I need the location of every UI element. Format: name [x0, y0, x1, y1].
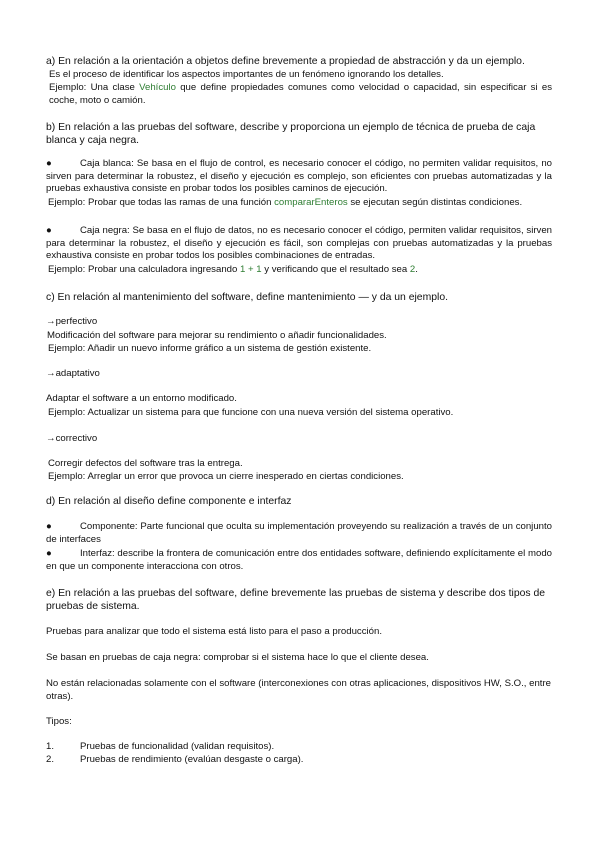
- e-tipos-heading: Tipos:: [46, 716, 72, 727]
- title-perfectivo: →perfectivo: [46, 316, 98, 327]
- label-componente: Componente:: [80, 521, 138, 532]
- code-vehiculo: Vehículo: [139, 82, 176, 93]
- bullet-black-box: ● Caja negra: Se basa en el flujo de datos, no es necesario conocer el código, permiten validar requisitos, sirven para determinar la robustez, el diseño y ejecución es fácil, son complejas con pruebas automatizadas y la pruebas exhaustiva consiste en probar todos los posibles combinaciones de entradas.: [46, 225, 552, 262]
- question-d: d) En relación al diseño define componente e interfaz: [46, 496, 292, 507]
- bullet-icon: ●: [46, 548, 52, 559]
- example-black-box: Ejemplo: Probar una calculadora ingresando 1 + 1 y verificando que el resultado sea 2.: [48, 264, 418, 275]
- label-black-box: Caja negra:: [80, 225, 130, 236]
- example-perfectivo: Ejemplo: Añadir un nuevo informe gráfico a un sistema de gestión existente.: [48, 343, 372, 354]
- e-paragraph-2: Se basan en pruebas de caja negra: comprobar si el sistema hace lo que el cliente desea.: [46, 652, 429, 663]
- bullet-white-box: ● Caja blanca: Se basa en el flujo de control, es necesario conocer el código, no permiten validar requisitos, no sirven para determinar la robustez, el diseño y ejecución es complejo, son eficientes con pruebas automatizadas y la pruebas exhaustiva consiste en probar todos los posibles caminos de ejecución.: [46, 158, 552, 195]
- list-item-text: Pruebas de rendimiento (evalúan desgaste o carga).: [80, 754, 304, 765]
- example-white-box: Ejemplo: Probar que todas las ramas de una función compararEnteros se ejecutan según distintas condiciones.: [48, 197, 523, 208]
- title-adaptativo: →adaptativo: [46, 368, 100, 379]
- def-perfectivo: Modificación del software para mejorar su rendimiento o añadir funcionalidades.: [47, 330, 387, 341]
- e-paragraph-1: Pruebas para analizar que todo el sistema está listo para el paso a producción.: [46, 626, 382, 637]
- list-number: 1.: [46, 741, 55, 752]
- bullet-icon: ●: [46, 225, 52, 236]
- code-one-plus-one: 1 + 1: [240, 264, 262, 275]
- def-adaptativo: Adaptar el software a un entorno modificado.: [46, 393, 237, 404]
- answer-a: Es el proceso de identificar los aspectos importantes de un fenómeno ignorando los detalles.: [49, 69, 444, 80]
- label-white-box: Caja blanca:: [80, 158, 134, 169]
- def-correctivo: Corregir defectos del software tras la entrega.: [48, 458, 243, 469]
- question-c: c) En relación al mantenimiento del software, define mantenimiento — y da un ejemplo.: [46, 292, 448, 303]
- question-b: b) En relación a las pruebas del software, describe y proporciona un ejemplo de técnica de prueba de caja blanca y caja negra.: [46, 122, 536, 147]
- label-interfaz: Interfaz:: [80, 548, 115, 559]
- list-number: 2.: [46, 754, 55, 765]
- bullet-icon: ●: [46, 158, 52, 169]
- list-item: [46, 754, 552, 767]
- bullet-interfaz: ● Interfaz: describe la frontera de comunicación entre dos entidades software, definiendo explícitamente el modo en que un componente interacciona con otros.: [46, 548, 552, 572]
- title-correctivo: →correctivo: [46, 433, 98, 444]
- code-compararEnteros: compararEnteros: [274, 197, 348, 208]
- example-a: Ejemplo: Una clase Vehículo que define propiedades comunes como velocidad o capacidad, sin especificar si es coche, moto o camión.: [49, 82, 552, 106]
- list-item-text: Pruebas de funcionalidad (validan requisitos).: [80, 741, 275, 752]
- example-adaptativo: Ejemplo: Actualizar un sistema para que funcione con una nueva versión del sistema operativo.: [48, 407, 454, 418]
- bullet-icon: ●: [46, 521, 52, 532]
- question-a: a) En relación a la orientación a objetos define brevemente a propiedad de abstracción y da un ejemplo.: [46, 56, 525, 67]
- question-e: e) En relación a las pruebas del software, define brevemente las pruebas de sistema y describe dos tipos de pruebas de sistema.: [46, 588, 546, 613]
- bullet-componente: ● Componente: Parte funcional que oculta su implementación proveyendo su realización a través de un conjunto de interfaces: [46, 521, 552, 545]
- e-paragraph-3: No están relacionadas solamente con el software (interconexiones con otras aplicaciones, dispositivos HW, S.O., entre otras).: [46, 678, 551, 702]
- example-correctivo: Ejemplo: Arreglar un error que provoca un cierre inesperado en ciertas condiciones.: [48, 471, 404, 482]
- list-item: [46, 741, 552, 754]
- code-two: 2: [409, 264, 416, 275]
